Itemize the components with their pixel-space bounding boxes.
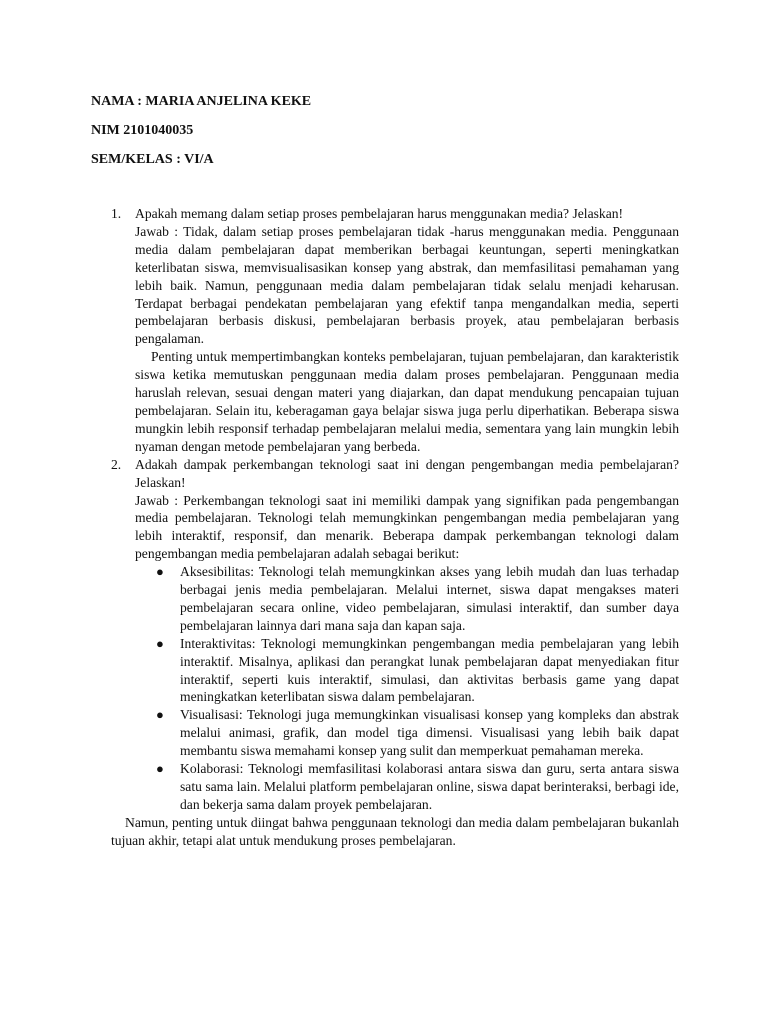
- student-header: [91, 93, 311, 180]
- list-item: [156, 563, 679, 635]
- list-item-text: Visualisasi: Teknologi juga memungkinkan visualisasi konsep yang kompleks dan abstrak melalui animasi, grafik, dan model tiga dimensi. Visualisasi yang lebih baik dapat membantu siswa memahami konsep yang sulit dan memperkuat pemahaman mereka.: [180, 707, 679, 759]
- bullet-icon: ●: [156, 707, 164, 723]
- bullet-icon: ●: [156, 761, 164, 777]
- list-item: [156, 635, 679, 707]
- answer-intro: Jawab : Perkembangan teknologi saat ini memiliki dampak yang signifikan pada pengembangan media pembelajaran. Teknologi telah memungkinkan pengembangan media pembelajaran yang lebih interaktif, responsif, dan menarik. Beberapa dampak perkembangan teknologi dalam pengembangan media pembelajaran adalah sebagai berikut:: [135, 492, 679, 562]
- question-number: 2.: [111, 456, 122, 472]
- student-nim: NIM 2101040035: [91, 123, 194, 138]
- list-item: [156, 760, 679, 814]
- answer-paragraph: Penting untuk mempertimbangkan konteks pembelajaran, tujuan pembelajaran, dan karakteristik siswa ketika memutuskan penggunaan media dalam proses pembelajaran. Penggunaan media haruslah relevan, sesuai dengan materi yang diajarkan, dan dapat mendukung pencapaian tujuan pembelajaran. Selain itu, keberagaman gaya belajar siswa juga perlu diperhatikan. Beberapa siswa mungkin lebih responsif terhadap pembelajaran melalui media, sementara yang lain mungkin lebih nyaman dengan metode pembelajaran yang berbeda.: [135, 349, 679, 454]
- answer-paragraph: Jawab : Tidak, dalam setiap proses pembelajaran tidak -harus menggunakan media. Penggunaan media dalam pembelajaran dapat memberikan berbagai keuntungan, seperti meningkatkan keterlibatan siswa, memvisualisasikan konsep yang abstrak, dan memfasilitasi pemahaman yang lebih baik. Namun, penggunaan media dalam pembelajaran tidak selalu menjadi keharusan. Terdapat berbagai pendekatan pembelajaran yang efektif tanpa mengandalkan media, seperti pembelajaran berbasis diskusi, pembelajaran berbasis proyek, atau pembelajaran berbasis pengalaman.: [135, 223, 679, 347]
- student-class: SEM/KELAS : VI/A: [91, 152, 214, 167]
- question-text: Adakah dampak perkembangan teknologi saat ini dengan pengembangan media pembelajaran? Jelaskan!: [135, 456, 679, 490]
- question-number: 1.: [111, 206, 122, 221]
- bullet-icon: ●: [156, 564, 164, 580]
- list-item-text: Kolaborasi: Teknologi memfasilitasi kolaborasi antara siswa dan guru, serta antara siswa satu sama lain. Melalui platform pembelajaran online, siswa dapat berinteraksi, berbagi ide, dan bekerja sama dalam proyek pembelajaran.: [180, 761, 679, 812]
- list-item-text: Interaktivitas: Teknologi memungkinkan pengembangan media pembelajaran yang lebih interaktif. Misalnya, aplikasi dan perangkat lunak pembelajaran dapat menyediakan fitur interaktif, seperti kuis interaktif, simulasi, dan aktivitas berbasis game yang dapat meningkatkan keterlibatan siswa dalam pembelajaran.: [180, 635, 679, 705]
- question-text: Apakah memang dalam setiap proses pembelajaran harus menggunakan media? Jelaskan!: [135, 206, 624, 221]
- question-1: [111, 205, 679, 456]
- bullet-icon: ●: [156, 635, 164, 651]
- list-item-text: Aksesibilitas: Teknologi telah memungkinkan akses yang lebih mudah dan luas terhadap berbagai jenis media pembelajaran. Melalui internet, siswa dapat mengakses materi pembelajaran secara online, video pembelajaran, simulasi interaktif, dan sumber daya pembelajaran lainnya dari mana saja dan kapan saja.: [180, 564, 679, 633]
- closing-paragraph: Namun, penting untuk diingat bahwa penggunaan teknologi dan media dalam pembelajaran bukanlah tujuan akhir, tetapi alat untuk mendukung proses pembelajaran.: [111, 814, 679, 848]
- question-list: [111, 205, 679, 850]
- bullet-list: [135, 563, 679, 814]
- question-2: [111, 456, 679, 814]
- student-name: NAMA : MARIA ANJELINA KEKE: [91, 94, 312, 109]
- list-item: [156, 706, 679, 760]
